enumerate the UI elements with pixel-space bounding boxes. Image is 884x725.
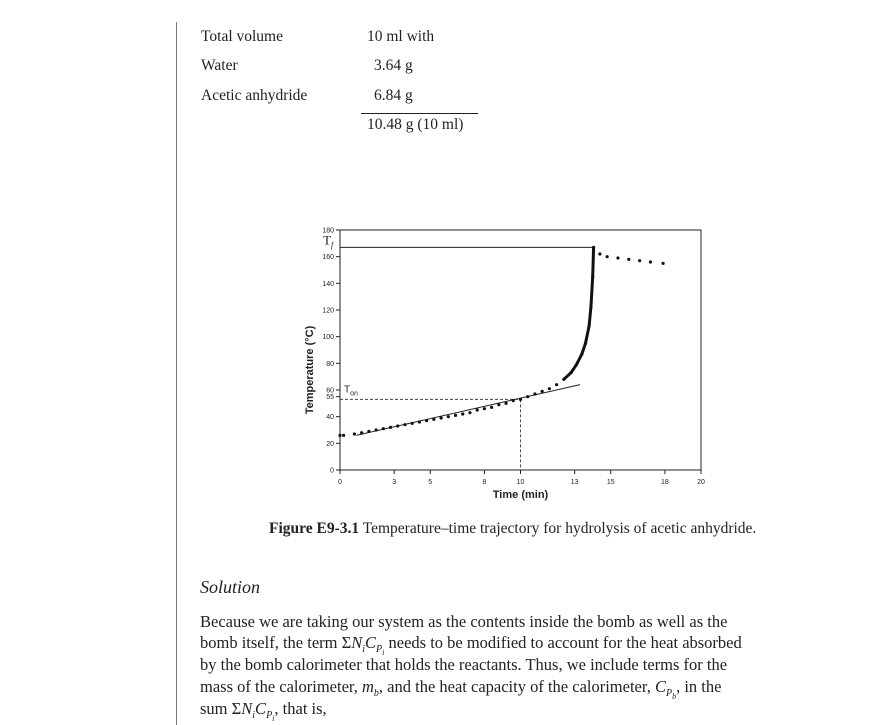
mass-symbol: $m_b$	[362, 677, 379, 699]
y-tick-label: 55	[326, 394, 334, 402]
x-tick-label: 5	[428, 479, 433, 486]
data-point	[555, 383, 558, 386]
x-axis	[338, 470, 705, 486]
data-point	[589, 306, 592, 309]
plot-frame	[340, 230, 701, 470]
y-tick-label: 100	[322, 334, 334, 342]
table-row-value: 10 ml with	[367, 28, 435, 45]
table-row-value: 6.84 g	[374, 87, 413, 104]
sum-ni-cpi-formula: $\Sigma N_iC_{P_i}$	[231, 699, 275, 723]
data-point	[454, 414, 457, 417]
x-tick-label: 3	[392, 479, 397, 486]
series-line	[564, 247, 594, 379]
guide-lines	[340, 247, 594, 470]
y-axis	[322, 228, 340, 475]
data-point	[425, 419, 428, 422]
data-point	[533, 392, 536, 395]
data-point	[606, 255, 609, 258]
y-tick-label: 40	[326, 414, 334, 422]
x-tick-label: 13	[570, 479, 579, 486]
data-point	[497, 403, 500, 406]
data-point	[461, 412, 464, 415]
data-point	[403, 423, 406, 426]
data-point	[598, 252, 601, 255]
data-point	[447, 415, 450, 418]
paragraph-text: , and the heat capacity of the calorimeter,	[378, 677, 651, 696]
data-point	[504, 402, 507, 405]
data-point	[592, 246, 595, 249]
data-point	[360, 431, 363, 434]
data-point	[476, 408, 479, 411]
x-tick-label: 20	[697, 479, 705, 486]
data-point	[627, 258, 630, 261]
data-point	[548, 387, 551, 390]
y-tick-label: 0	[330, 467, 334, 475]
heat-capacity-symbol: $C_{P_b}$	[654, 677, 677, 701]
data-point	[584, 342, 587, 345]
data-point	[396, 424, 399, 427]
table-row-value: 3.64 g	[374, 57, 413, 74]
data-point	[375, 428, 378, 431]
t-f-annotation: $T_f$	[323, 232, 334, 250]
y-axis-label: Temperature (°C)	[304, 325, 316, 415]
y-tick-label: 120	[322, 307, 334, 315]
table-row-label: Water	[201, 57, 238, 74]
table-row-label: Acetic anhydride	[201, 87, 308, 104]
paragraph-line	[200, 655, 727, 675]
paragraph-line	[200, 677, 721, 701]
data-point	[580, 352, 583, 355]
x-tick-label: 8	[482, 479, 487, 486]
y-tick-label: 180	[322, 227, 334, 235]
data-point	[483, 407, 486, 410]
data-point	[526, 395, 529, 398]
table-row-label: Total volume	[201, 28, 283, 45]
data-point	[649, 260, 652, 263]
data-point	[587, 324, 590, 327]
data-point	[411, 422, 414, 425]
paragraph-text: Because we are taking our system as the contents inside the bomb as well as the	[200, 612, 728, 631]
data-point	[569, 371, 572, 374]
y-tick-label: 20	[326, 440, 334, 448]
data-point	[575, 363, 578, 366]
t-on-annotation: $T_{on}$	[344, 384, 358, 398]
data-point	[418, 420, 421, 423]
data-point	[342, 434, 345, 437]
data-point	[389, 426, 392, 429]
paragraph-text: by the bomb calorimeter that holds the reactants. Thus, we include terms for the	[200, 655, 728, 674]
x-tick-label: 18	[661, 479, 669, 486]
paragraph-line	[200, 633, 742, 657]
data-point	[367, 430, 370, 433]
left-margin-rule	[176, 22, 177, 725]
x-axis-label: Time (min)	[492, 489, 549, 501]
data-point	[661, 262, 664, 265]
data-point	[591, 275, 594, 278]
data-point	[519, 398, 522, 401]
data-point	[382, 427, 385, 430]
data-point	[562, 378, 565, 381]
y-tick-label: 60	[326, 387, 334, 395]
data-point	[439, 416, 442, 419]
data-point	[512, 399, 515, 402]
x-tick-label: 0	[338, 479, 342, 486]
data-point	[541, 390, 544, 393]
data-point	[432, 418, 435, 421]
temperature-time-chart	[290, 220, 720, 510]
data-point	[638, 259, 641, 262]
sum-rule	[361, 113, 478, 114]
paragraph-text: bomb itself, the term	[200, 633, 338, 652]
paragraph-text: needs to be modified to account for the heat absorbed	[388, 633, 742, 652]
y-tick-label: 140	[322, 280, 334, 288]
paragraph-text: mass of the calorimeter,	[200, 677, 358, 696]
paragraph-text: sum	[200, 699, 228, 718]
x-tick-label: 15	[606, 479, 615, 486]
paragraph-text: , in the	[676, 677, 722, 696]
solution-heading: Solution	[200, 577, 261, 597]
table-total: 10.48 g (10 ml)	[367, 116, 464, 133]
y-tick-label: 160	[322, 254, 334, 262]
figure-label: Figure E9-3.1	[269, 520, 360, 537]
y-tick-label: 80	[326, 360, 334, 368]
data-point	[338, 434, 341, 437]
data-series	[338, 246, 664, 437]
paragraph-text: , that is,	[274, 699, 327, 718]
figure-caption	[269, 520, 756, 538]
paragraph-line	[200, 699, 327, 723]
figure-caption-text: Temperature–time trajectory for hydrolysis of acetic anhydride.	[362, 520, 757, 537]
paragraph-line	[200, 612, 727, 632]
data-point	[468, 411, 471, 414]
data-point	[490, 406, 493, 409]
data-point	[353, 432, 356, 435]
data-point	[616, 256, 619, 259]
sum-ni-cpi-formula: $\Sigma N_iC_{P_i}$	[341, 633, 385, 657]
x-tick-label: 10	[516, 479, 525, 486]
